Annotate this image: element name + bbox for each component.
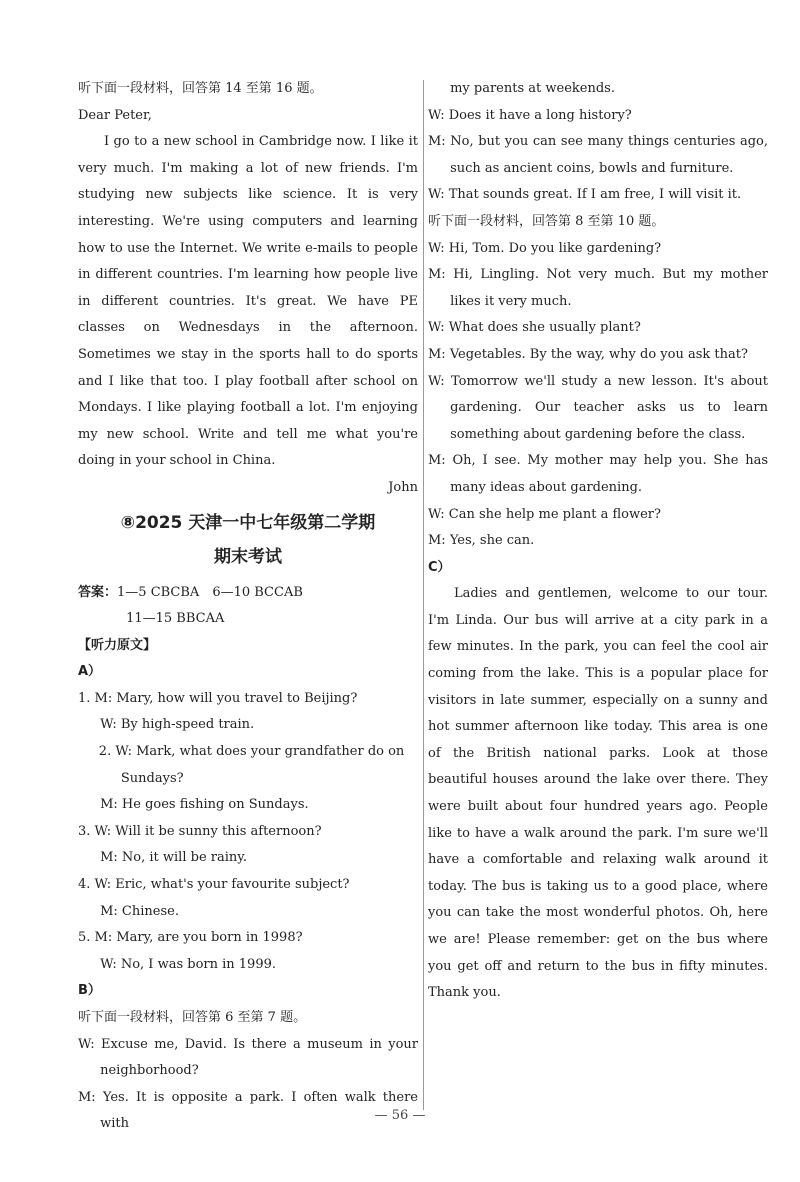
q5-w: W: No, I was born in 1999.	[100, 956, 276, 972]
section-c-label: C）	[428, 559, 451, 575]
dialogue-b-m2: M: No, but you can see many things centuries ago, such as ancient coins, bowls and furniture.	[428, 134, 768, 176]
dialogue-b-w3: W: That sounds great. If I am free, I will visit it.	[428, 187, 742, 203]
q4-w: 4. W: Eric, what's your favourite subject?	[78, 877, 350, 893]
dialogue-b2-m2: M: Vegetables. By the way, why do you ask that?	[428, 346, 748, 362]
exam-subtitle: 期末考试	[214, 546, 282, 567]
dialogue-b2-m4: M: Yes, she can.	[428, 533, 535, 549]
dialogue-b2-w1: W: Hi, Tom. Do you like gardening?	[428, 240, 662, 256]
q3-w: 3. W: Will it be sunny this afternoon?	[78, 823, 322, 839]
letter-signoff: John	[388, 479, 418, 495]
answers-line-2: 11—15 BBCAA	[126, 611, 225, 627]
q2-w: 2. W: Mark, what does your grandfather do on Sundays?	[98, 744, 405, 786]
dialogue-b-m1: M: Yes. It is opposite a park. I often walk there with	[78, 1089, 418, 1132]
section-b-label: B）	[78, 983, 101, 999]
q4-m: M: Chinese.	[100, 903, 179, 919]
dialogue-b2-m3: M: Oh, I see. My mother may help you. She has many ideas about gardening.	[428, 453, 768, 495]
q3-m: M: No, it will be rainy.	[100, 850, 248, 866]
page-number: — 56 —	[374, 1108, 426, 1123]
dialogue-b2-m1: M: Hi, Lingling. Not very much. But my mother likes it very much.	[428, 267, 768, 309]
passage-intro: 听下面一段材料，回答第 14 至第 16 题。	[78, 81, 323, 96]
left-column	[78, 76, 418, 1138]
q1-w: W: By high-speed train.	[100, 717, 255, 733]
dialogue-b2-w4: W: Can she help me plant a flower?	[428, 506, 661, 522]
right-column	[428, 76, 768, 1007]
q5-m: 5. M: Mary, are you born in 1998?	[78, 930, 303, 946]
section-a-label: A）	[78, 664, 102, 680]
column-divider	[423, 80, 424, 1110]
dialogue-b-w1: W: Excuse me, David. Is there a museum in your neighborhood?	[78, 1036, 418, 1079]
listening-heading: 【听力原文】	[78, 637, 157, 653]
answers-line-1	[78, 580, 418, 607]
q1-m: 1. M: Mary, how will you travel to Beijing?	[78, 690, 358, 706]
section-b-intro: 听下面一段材料，回答第 6 至第 7 题。	[78, 1010, 307, 1025]
exam-title: ⑧2025 天津一中七年级第二学期	[120, 512, 376, 533]
dialogue-b2-w3: W: Tomorrow we'll study a new lesson. It's about gardening. Our teacher asks us to learn something about gardening before the class.	[428, 373, 768, 442]
answers-values-1: 1—5 CBCBA 6—10 BCCAB	[117, 584, 303, 600]
letter-body: I go to a new school in Cambridge now. I like it very much. I'm making a lot of new friends. I'm studying new subjects like science. It is very interesting. We're using computers and learning how to use the Internet. We write e-mails to people in different countries. I'm learning how people live in different countries. It's great. We have PE classes on Wednesdays in the afternoon. Sometimes we stay in the sports hall to do sports and I like that too. I play football after school on Mondays. I like playing football a lot. I'm enjoying my new school. Write and tell me what you're doing in your school in China.	[78, 134, 418, 469]
dialogue-b-w2: W: Does it have a long history?	[428, 107, 632, 123]
answers-label: 答案：	[78, 584, 118, 600]
dialogue-b-m1-cont: my parents at weekends.	[450, 81, 615, 96]
letter-greeting: Dear Peter,	[78, 107, 152, 123]
section-b2-intro: 听下面一段材料，回答第 8 至第 10 题。	[428, 213, 665, 229]
section-c-text: Ladies and gentlemen, welcome to our tour. I'm Linda. Our bus will arrive at a city park in a few minutes. In the park, you can feel the cool air coming from the lake. This is a popular place for visitors in late summer, especially on a sunny and hot summer afternoon like today. This area is one of the British national parks. Look at those beautiful houses around the lake over there. They were built about four hundred years ago. People like to have a walk around the park. I'm sure we'll have a comfortable and relaxing walk around it today. The bus is taking us to a good place, where you can take the most wonderful photos. Oh, here we are! Please remember: get on the bus where you get off and return to the bus in fifty minutes. Thank you.	[428, 586, 768, 1001]
dialogue-b2-w2: W: What does she usually plant?	[428, 320, 641, 336]
q2-m: M: He goes fishing on Sundays.	[100, 797, 309, 813]
